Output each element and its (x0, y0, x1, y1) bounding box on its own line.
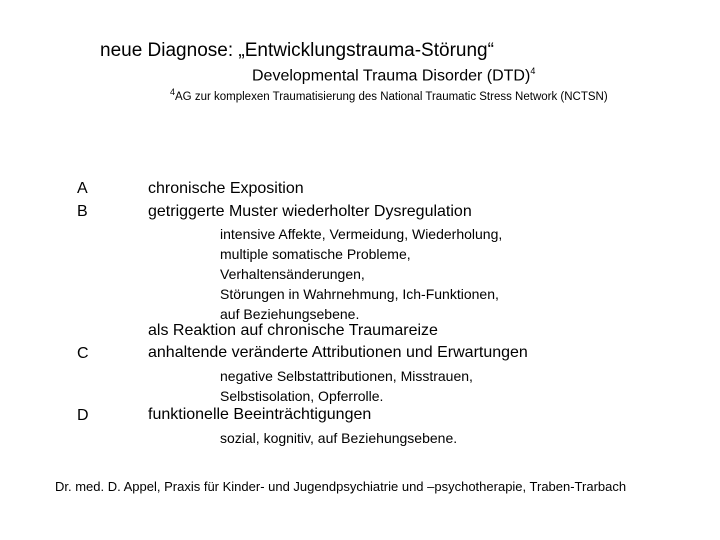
detail-line: intensive Affekte, Vermeidung, Wiederholung, (220, 226, 503, 242)
criterion-d-letter: D (77, 407, 89, 424)
subtitle-text: Developmental Trauma Disorder (DTD) (252, 67, 531, 85)
detail-line: sozial, kognitiv, auf Beziehungsebene. (220, 430, 458, 446)
criterion-d-details (220, 428, 457, 448)
criterion-a-letter: A (77, 180, 88, 197)
criterion-b-details (220, 224, 502, 324)
criterion-b-letter: B (77, 203, 88, 220)
page-title: neue Diagnose: „Entwicklungstrauma-Störung“ (100, 40, 494, 61)
footnote (170, 87, 608, 103)
detail-line: negative Selbstattributionen, Misstrauen, (220, 368, 473, 384)
detail-line: Verhaltensänderungen, (220, 266, 365, 282)
criterion-d-text: funktionelle Beeinträchtigungen (148, 406, 372, 423)
detail-line: Selbstisolation, Opferrolle. (220, 388, 384, 404)
criterion-c-details (220, 366, 473, 406)
detail-line: auf Beziehungsebene. (220, 306, 360, 322)
subtitle-footnote-marker: 4 (530, 66, 536, 76)
page-subtitle (252, 66, 535, 85)
criterion-a-text: chronische Exposition (148, 180, 304, 197)
footnote-marker: 4 (170, 87, 176, 97)
detail-line: Störungen in Wahrnehmung, Ich-Funktionen, (220, 286, 499, 302)
detail-line: multiple somatische Probleme, (220, 246, 411, 262)
criterion-b-text: getriggerte Muster wiederholter Dysregulation (148, 203, 472, 220)
footnote-text: AG zur komplexen Traumatisierung des National Traumatic Stress Network (NCTSN) (175, 90, 608, 103)
criterion-b-reaction: als Reaktion auf chronische Traumareize (148, 322, 438, 339)
criterion-c-letter: C (77, 345, 89, 362)
criterion-c-text: anhaltende veränderte Attributionen und Erwartungen (148, 344, 528, 361)
footer-credit: Dr. med. D. Appel, Praxis für Kinder- und Jugendpsychiatrie und –psychotherapie, Traben-Trarbach (55, 479, 627, 494)
